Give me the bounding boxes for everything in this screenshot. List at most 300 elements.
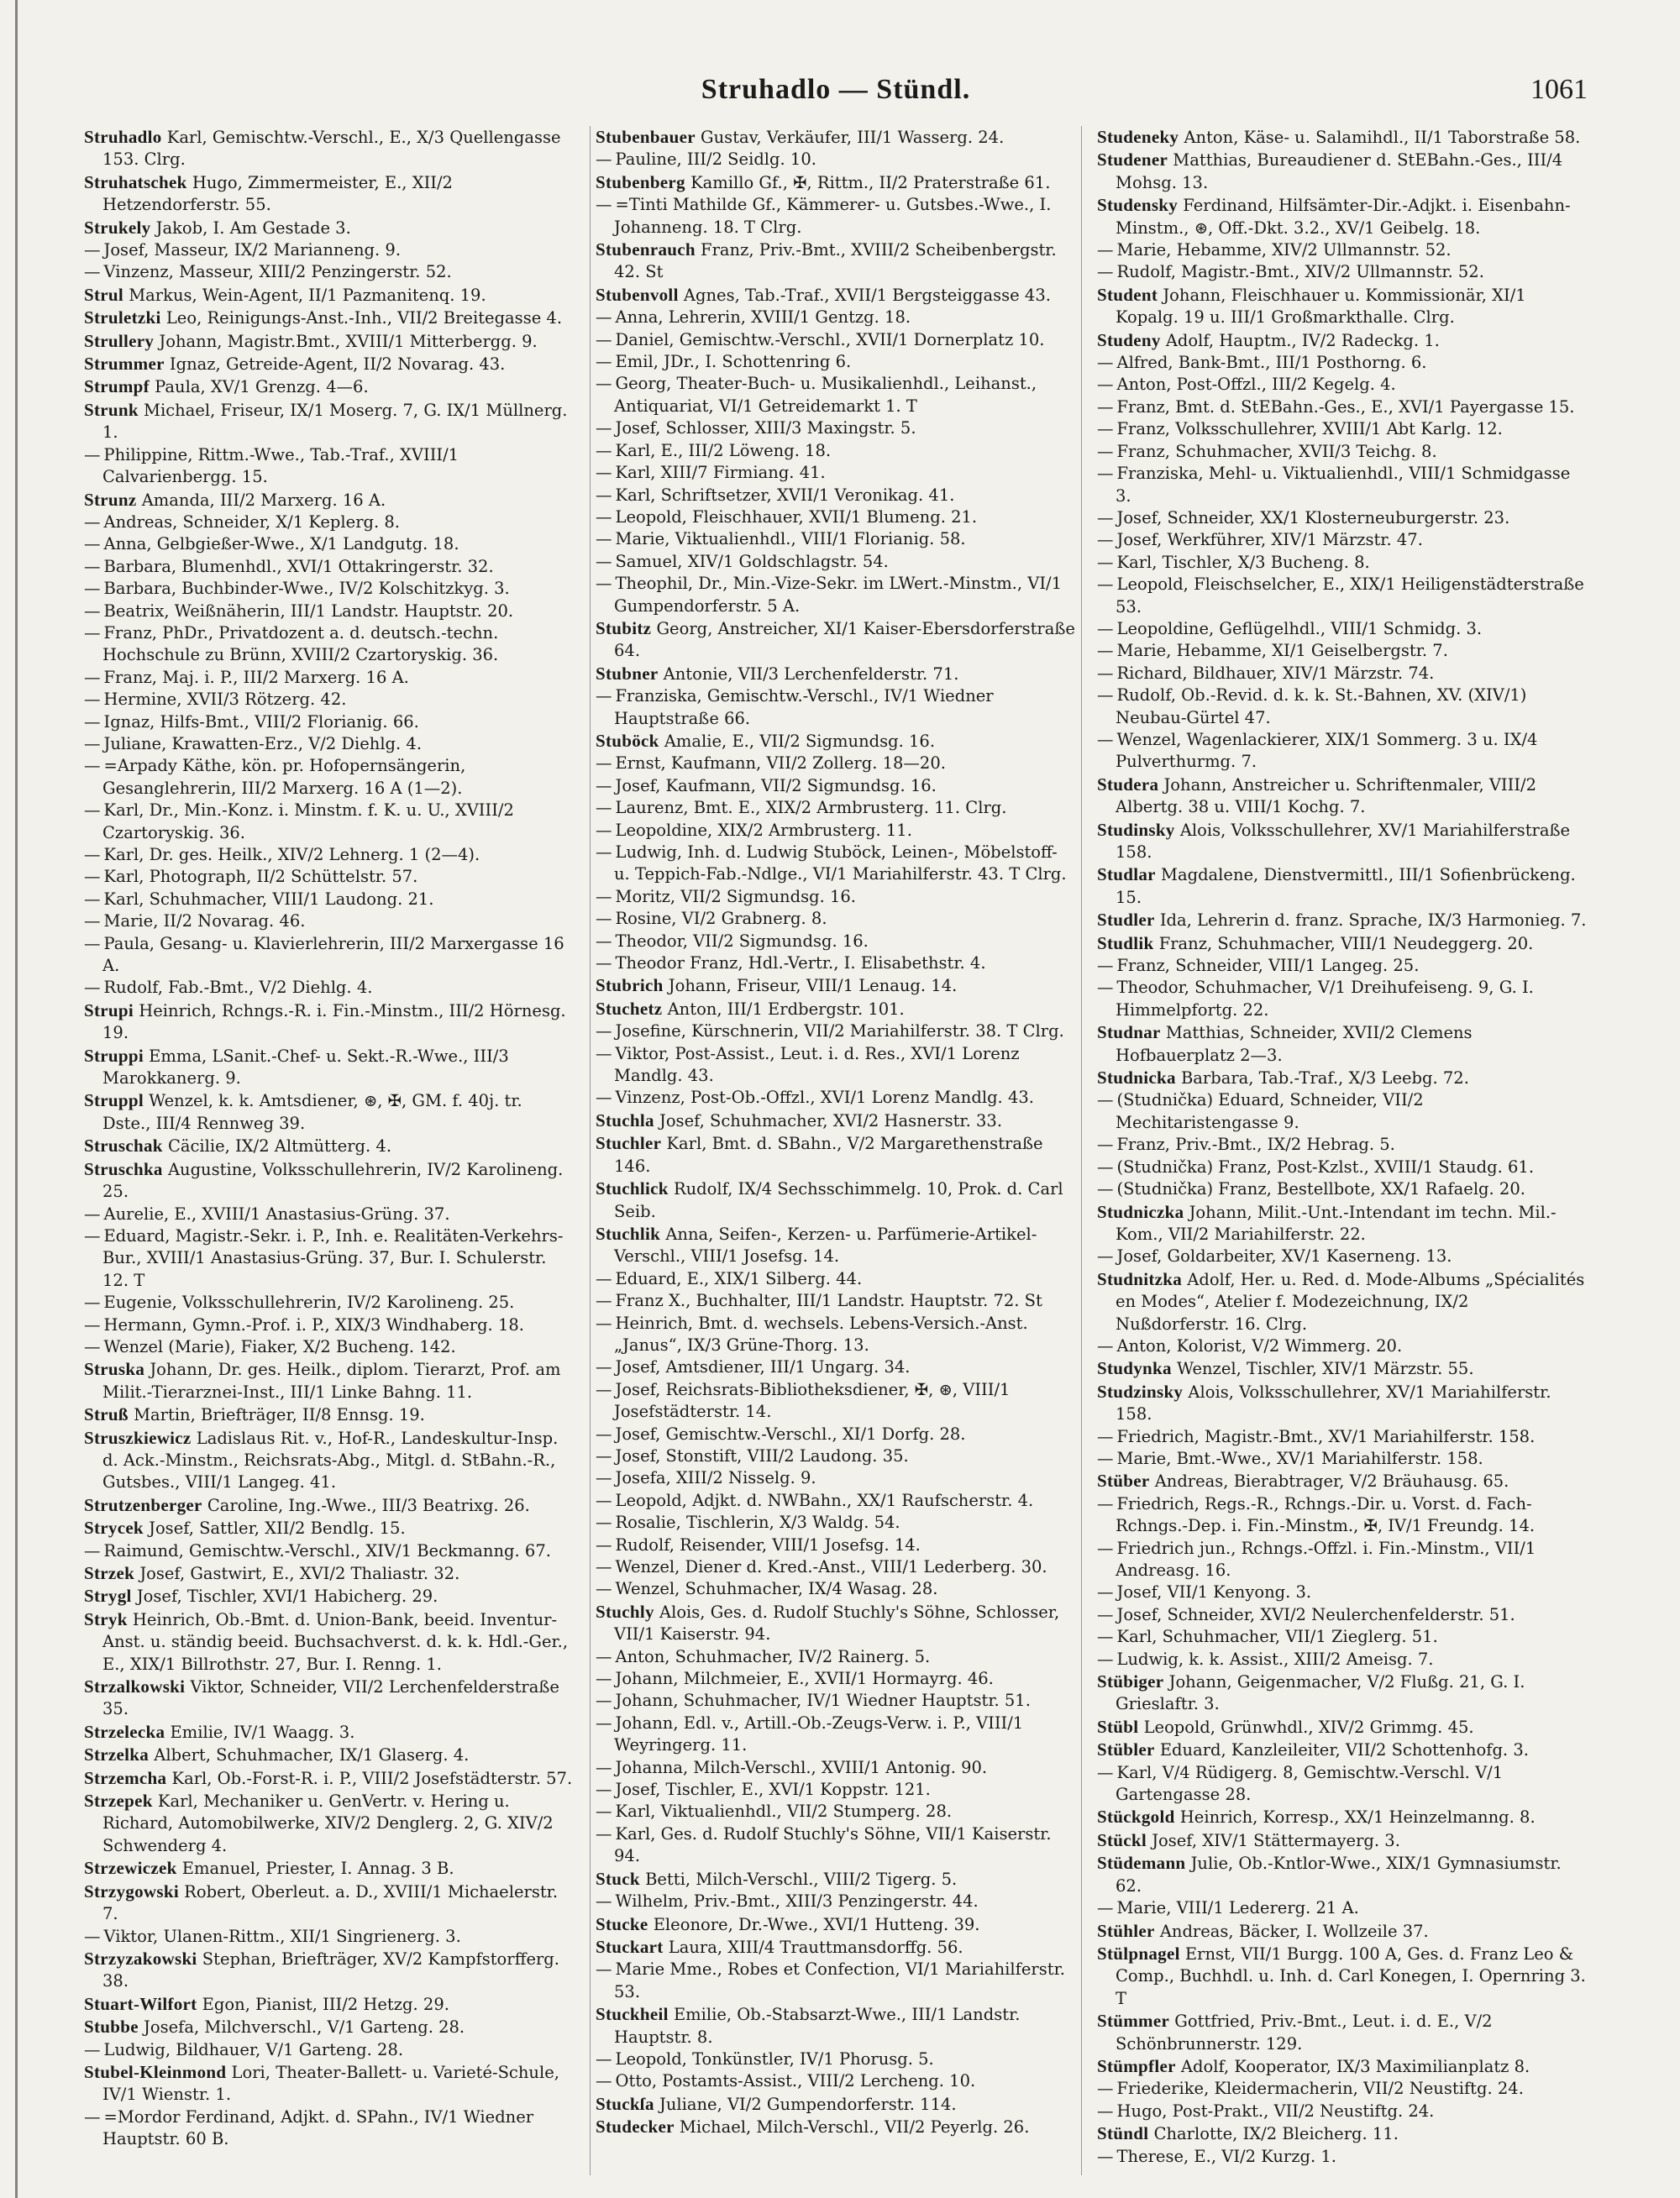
continuation-dash: —: [596, 374, 612, 394]
continuation-dash: —: [596, 1021, 612, 1041]
entry-text: Marie, Bmt.-Wwe., XV/1 Mariahilferstr. 158.: [1116, 1448, 1483, 1468]
entry-text: Markus, Wein-Agent, II/1 Pazmanitenq. 19.: [129, 285, 486, 305]
entry-text: Karl, Viktualienhdl., VII/2 Stumperg. 28.: [615, 1802, 953, 1822]
entry-text: Franz, PhDr., Privatdozent a. d. deutsch.-techn. Hochschule zu Brünn, XVIII/2 Czartoryskig. 36.: [102, 622, 499, 665]
continuation-dash: —: [596, 1379, 612, 1399]
directory-entry: [1097, 329, 1588, 352]
continuation-dash: —: [596, 1557, 612, 1576]
entry-surname: Struschak: [84, 1136, 163, 1157]
entry-text: Marie Mme., Robes et Confection, VI/1 Mariahilferstr. 53.: [614, 1959, 1065, 2001]
directory-entry: [596, 1757, 1076, 1779]
continuation-dash: —: [596, 1757, 612, 1777]
directory-entry: [84, 844, 575, 866]
continuation-dash: —: [596, 195, 612, 215]
directory-entry: [84, 1225, 575, 1292]
entry-text: Leopold, Grünwhdl., XIV/2 Grimmg. 45.: [1143, 1717, 1474, 1737]
directory-entry: [596, 842, 1076, 886]
continuation-dash: —: [596, 1534, 612, 1555]
directory-entry: [84, 1881, 575, 1926]
directory-entry: [1097, 1739, 1588, 1761]
directory-entry: [596, 307, 1076, 328]
entry-text: Johann, Edl. v., Artill.-Ob.-Zeugs-Verw. i. P., VIII/1 Weyringerg. 11.: [614, 1713, 1024, 1755]
entry-text: Wenzel, k. k. Amtsdiener, ⊛, ✠, GM. f. 40j. tr. Dste., III/4 Rennweg 39.: [102, 1091, 522, 1133]
entry-text: Emil, JDr., I. Schottenring 6.: [615, 352, 852, 372]
continuation-dash: —: [596, 1490, 612, 1510]
continuation-dash: —: [596, 1268, 612, 1288]
continuation-dash: —: [1097, 441, 1114, 461]
entry-text: Anton, III/1 Erdbergstr. 101.: [667, 999, 905, 1019]
directory-entry: [84, 889, 575, 910]
entry-surname: Strycek: [84, 1518, 144, 1539]
continuation-dash: —: [1097, 1246, 1114, 1267]
entry-surname: Stübler: [1097, 1739, 1155, 1760]
entry-text: Raimund, Gemischtw.-Verschl., XIV/1 Beckmanng. 67.: [103, 1540, 551, 1561]
directory-entry: [1097, 1671, 1588, 1716]
continuation-dash: —: [1097, 1604, 1114, 1624]
entry-text: Rudolf, Reisender, VIII/1 Josefsg. 14.: [615, 1534, 921, 1555]
directory-entry: [84, 556, 575, 578]
entry-text: Andreas, Bierabtrager, V/2 Bräuhausg. 65.: [1154, 1471, 1509, 1492]
directory-entry: [84, 1045, 575, 1090]
continuation-dash: —: [1097, 729, 1114, 749]
continuation-dash: —: [84, 711, 101, 732]
entry-surname: Studlar: [1097, 864, 1156, 885]
entry-surname: Stubenvoll: [596, 284, 679, 305]
entry-text: Anna, Seifen-, Kerzen- u. Parfümerie-Artikel-Verschl., VIII/1 Josefsg. 14.: [614, 1224, 1037, 1267]
entry-text: Karl, Schuhmacher, VII/1 Zieglerg. 51.: [1116, 1627, 1438, 1647]
entry-surname: Stuckheil: [596, 2004, 669, 2025]
directory-entry: [1097, 261, 1588, 283]
entry-text: Ignaz, Getreide-Agent, II/2 Novarag. 43.: [169, 354, 506, 375]
entry-text: Hermine, XVII/3 Rötzerg. 42.: [103, 690, 347, 710]
directory-entry: [1097, 1357, 1588, 1380]
entry-text: Franz X., Buchhalter, III/1 Landstr. Hauptstr. 72. St: [615, 1291, 1042, 1311]
continuation-dash: —: [84, 444, 101, 464]
entry-text: Franz, Volksschullehrer, XVIII/1 Abt Karlg. 12.: [1116, 419, 1503, 439]
continuation-dash: —: [1097, 1762, 1114, 1782]
continuation-dash: —: [596, 842, 612, 862]
entry-text: Charlotte, IX/2 Bleicherg. 11.: [1153, 2124, 1399, 2144]
directory-entry: [84, 977, 575, 999]
directory-entry: [84, 2106, 575, 2151]
entry-surname: Stucke: [596, 1913, 648, 1934]
directory-entry: [84, 1993, 575, 2016]
entry-surname: Stubitz: [596, 617, 652, 638]
directory-entry: [1097, 1246, 1588, 1267]
directory-entry: [1097, 552, 1588, 574]
continuation-dash: —: [84, 534, 101, 554]
continuation-dash: —: [596, 551, 612, 571]
directory-entry: [84, 307, 575, 329]
continuation-dash: —: [84, 845, 101, 864]
entry-surname: Stülpnagel: [1097, 1943, 1180, 1964]
directory-entry: [596, 1490, 1076, 1512]
entry-text: Philippine, Rittm.-Wwe., Tab.-Traf., XVIII/1 Calvarienbergg. 15.: [102, 444, 459, 487]
directory-entry: [596, 1959, 1076, 2003]
continuation-dash: —: [596, 909, 612, 929]
directory-entry: [1097, 2122, 1588, 2145]
entry-surname: Studynka: [1097, 1358, 1172, 1379]
directory-entry: [1097, 574, 1588, 618]
entry-surname: Struhadlo: [84, 127, 162, 147]
entry-text: Julie, Ob.-Kntlor-Wwe., XIX/1 Gymnasiumstr. 62.: [1116, 1854, 1562, 1896]
directory-entry: [596, 1132, 1076, 1178]
continuation-dash: —: [596, 307, 612, 328]
directory-entry: [596, 1109, 1076, 1132]
directory-entry: [84, 2039, 575, 2061]
directory-entry: [84, 1790, 575, 1857]
directory-entry: [596, 1379, 1076, 1424]
entry-surname: Strzewiczek: [84, 1858, 177, 1879]
directory-entry: [84, 933, 575, 978]
directory-entry: [84, 375, 575, 398]
directory-entry: [596, 1087, 1076, 1109]
entry-text: Karl, Dr., Min.-Konz. i. Minstm. f. K. u. U., XVIII/2 Czartoryskig. 36.: [102, 800, 514, 842]
entry-text: Eduard, Magistr.-Sekr. i. P., Inh. e. Realitäten-Verkehrs-Bur., XVIII/1 Anastasius-Grüng. 37, Bur. I. Schulerstr. 12. T: [102, 1225, 564, 1290]
entry-surname: Stuchetz: [596, 998, 663, 1019]
entry-text: Antonie, VII/3 Lerchenfelderstr. 71.: [663, 664, 959, 684]
directory-entry: [596, 1534, 1076, 1556]
entry-text: Karl, Ges. d. Rudolf Stuchly's Söhne, VII/1 Kaiserstr. 94.: [614, 1823, 1052, 1866]
directory-entry: [84, 1562, 575, 1585]
entry-surname: Strzek: [84, 1563, 135, 1583]
entry-text: Leopold, Fleischselcher, E., XIX/1 Heiligenstädterstraße 53.: [1116, 574, 1584, 616]
directory-entry: [596, 1313, 1076, 1357]
continuation-dash: —: [84, 733, 101, 753]
entry-text: Josef, Tischler, E., XVI/1 Koppstr. 121.: [615, 1780, 931, 1800]
entry-text: Barbara, Tab.-Traf., X/3 Leebg. 72.: [1180, 1068, 1469, 1089]
entry-text: Johanna, Milch-Verschl., XVIII/1 Antonig. 90.: [615, 1757, 988, 1777]
entry-text: Gottfried, Priv.-Bmt., Leut. i. d. E., V/2 Schönbrunnerstr. 129.: [1116, 2012, 1493, 2054]
entry-text: Franz, Maj. i. P., III/2 Marxerg. 16 A.: [103, 667, 409, 687]
entry-text: Emma, LSanit.-Chef- u. Sekt.-R.-Wwe., III/3 Marokkanerg. 9.: [102, 1046, 509, 1089]
directory-entry: [1097, 729, 1588, 774]
directory-entry: [596, 753, 1076, 774]
entry-text: Josef, Kaufmann, VII/2 Sigmundsg. 16.: [615, 775, 937, 795]
directory-entry: [1097, 2078, 1588, 2100]
entry-text: Wenzel, Tischler, XIV/1 Märzstr. 55.: [1177, 1359, 1474, 1379]
continuation-dash: —: [1097, 1649, 1114, 1669]
entry-text: Wenzel (Marie), Fiaker, X/2 Bucheng. 142.: [103, 1336, 456, 1356]
directory-entry: [84, 1767, 575, 1790]
directory-entry: [596, 1913, 1076, 1936]
entry-text: Viktor, Schneider, VII/2 Lerchenfelderstraße 35.: [102, 1677, 559, 1719]
directory-entry: [596, 998, 1076, 1020]
continuation-dash: —: [596, 352, 612, 372]
directory-entry: [596, 1020, 1076, 1042]
entry-text: Emilie, Ob.-Stabsarzt-Wwe., III/1 Landstr. Hauptstr. 8.: [614, 2005, 1021, 2047]
entry-text: Karl, Bmt. d. SBahn., V/2 Margarethenstraße 146.: [614, 1134, 1043, 1176]
entry-surname: Stuck: [596, 1868, 640, 1889]
entry-surname: Stuböck: [596, 730, 659, 751]
entry-text: Hugo, Zimmermeister, E., XII/2 Hetzendorferstr. 55.: [102, 172, 453, 215]
directory-entry: [1097, 1157, 1588, 1178]
directory-entry: [84, 1721, 575, 1744]
directory-entry: [1097, 463, 1588, 507]
entry-text: Rosine, VI/2 Grabnerg. 8.: [615, 909, 827, 929]
entry-text: Josef, Goldarbeiter, XV/1 Kaserneng. 13.: [1116, 1246, 1452, 1267]
entry-text: Alois, Volksschullehrer, XV/1 Mariahilferstr. 158.: [1116, 1382, 1551, 1424]
entry-text: Paula, XV/1 Grenzg. 4—6.: [155, 377, 369, 397]
entry-text: (Studnička) Eduard, Schneider, VII/2 Mechitaristengasse 9.: [1116, 1090, 1424, 1132]
continuation-dash: —: [596, 1468, 612, 1488]
entry-text: Karl, Mechaniker u. GenVertr. v. Hering u. Richard, Automobilwerke, XIV/2 Denglerg. 2, G. XIV/2 Schwenderg 4.: [102, 1791, 554, 1855]
entry-surname: Strzygowski: [84, 1881, 179, 1902]
continuation-dash: —: [1097, 353, 1114, 373]
directory-entry: [1097, 1178, 1588, 1200]
directory-entry: [84, 1158, 575, 1204]
entry-text: Andreas, Bäcker, I. Wollzeile 37.: [1159, 1921, 1429, 1941]
directory-entry: [84, 171, 575, 217]
entry-surname: Strzepek: [84, 1791, 153, 1812]
entry-text: Josef, Amtsdiener, III/1 Ungarg. 34.: [615, 1357, 911, 1377]
entry-text: Friedrich jun., Rchngs.-Offzl. i. Fin.-Minstm., VII/1 Andreasg. 16.: [1116, 1538, 1536, 1580]
entry-text: Karl, Dr. ges. Heilk., XIV/2 Lehnerg. 1 (2—4).: [103, 845, 480, 864]
directory-entry: [84, 126, 575, 171]
entry-surname: Studeneky: [1097, 127, 1179, 147]
entry-text: Heinrich, Korresp., XX/1 Heinzelmanng. 8.: [1179, 1807, 1536, 1828]
directory-entry: [84, 1358, 575, 1403]
continuation-dash: —: [596, 953, 612, 973]
directory-entry: [84, 866, 575, 888]
directory-entry: [596, 931, 1076, 952]
directory-entry: [84, 999, 575, 1045]
entry-surname: Studlik: [1097, 932, 1154, 953]
entry-text: Adolf, Kooperator, IX/3 Maximilianplatz 8.: [1180, 2056, 1530, 2076]
entry-text: Franz, Priv.-Bmt., IX/2 Hebrag. 5.: [1116, 1135, 1395, 1155]
entry-text: Marie, Hebamme, XIV/2 Ullmannstr. 52.: [1116, 240, 1452, 260]
continuation-dash: —: [84, 978, 101, 998]
entry-text: Franz, Schuhmacher, XVII/3 Teichg. 8.: [1116, 441, 1437, 461]
entry-text: Karl, Schuhmacher, VIII/1 Laudong. 21.: [103, 889, 434, 909]
continuation-dash: —: [1097, 419, 1114, 439]
continuation-dash: —: [84, 889, 101, 909]
entry-text: Betti, Milch-Verschl., VIII/2 Tigerg. 5.: [645, 1869, 958, 1889]
directory-entry: [1097, 932, 1588, 955]
directory-entry: [1097, 2101, 1588, 2122]
entry-text: Marie, Hebamme, XI/1 Geiselbergstr. 7.: [1116, 641, 1448, 661]
entry-text: Adolf, Hauptm., IV/2 Radeckg. 1.: [1165, 330, 1440, 350]
directory-entry: [84, 444, 575, 489]
entry-text: Marie, VIII/1 Ledererg. 21 A.: [1116, 1898, 1359, 1918]
entry-text: Johann, Milit.-Unt.-Intendant im techn. Mil.-Kom., VII/2 Mariahilferstr. 22.: [1116, 1202, 1557, 1244]
directory-entry: [84, 284, 575, 307]
directory-entry: [596, 1556, 1076, 1578]
entry-text: Anton, Kolorist, V/2 Wimmerg. 20.: [1116, 1335, 1403, 1356]
directory-entry: [596, 194, 1076, 239]
entry-text: Gustav, Verkäufer, III/1 Wasserg. 24.: [701, 128, 1005, 147]
entry-text: =Tinti Mathilde Gf., Kämmerer- u. Gutsbes.-Wwe., I. Johanneng. 18. T Clrg.: [614, 195, 1052, 237]
continuation-dash: —: [1097, 618, 1114, 638]
directory-entry: [1097, 1716, 1588, 1739]
directory-entry: [596, 149, 1076, 170]
continuation-dash: —: [1097, 507, 1114, 527]
entry-surname: Struletzki: [84, 307, 161, 328]
entry-text: Theophil, Dr., Min.-Vize-Sekr. im LWert.-Minstm., VI/1 Gumpendorferstr. 5 A.: [614, 574, 1063, 616]
directory-entry: [1097, 507, 1588, 529]
directory-entry: [84, 1204, 575, 1225]
entry-surname: Studensky: [1097, 195, 1179, 216]
entry-text: Anna, Lehrerin, XVIII/1 Gentzg. 18.: [615, 307, 911, 328]
entry-text: Ida, Lehrerin d. franz. Sprache, IX/3 Harmonieg. 7.: [1159, 910, 1587, 931]
entry-surname: Studera: [1097, 774, 1159, 795]
directory-entry: [84, 755, 575, 800]
directory-entry: [596, 573, 1076, 617]
entry-text: Hermann, Gymn.-Prof. i. P., XIX/3 Windhaberg. 18.: [103, 1314, 524, 1335]
continuation-dash: —: [1097, 1179, 1114, 1199]
continuation-dash: —: [596, 418, 612, 438]
entry-text: Josef, Reichsrats-Bibliotheksdiener, ✠, ⊛, VIII/1 Josefstädterstr. 14.: [614, 1379, 1011, 1422]
continuation-dash: —: [596, 686, 612, 706]
directory-entry: [596, 685, 1076, 730]
continuation-dash: —: [1097, 1426, 1114, 1446]
continuation-dash: —: [1097, 396, 1114, 417]
directory-entry: [1097, 1626, 1588, 1648]
entry-text: =Mordor Ferdinand, Adjkt. d. SPahn., IV/1 Wiedner Hauptstr. 60 B.: [102, 2106, 534, 2149]
entry-text: Franz, Priv.-Bmt., XVIII/2 Scheibenbergstr. 42. St: [614, 240, 1057, 282]
continuation-dash: —: [84, 1926, 101, 1946]
continuation-dash: —: [84, 933, 101, 953]
entry-text: Leopoldine, XIX/2 Armbrusterg. 11.: [615, 820, 912, 840]
entry-surname: Stubenbauer: [596, 127, 696, 147]
entry-surname: Stübiger: [1097, 1671, 1164, 1692]
entry-surname: Struschka: [84, 1158, 163, 1179]
entry-text: Friedrich, Magistr.-Bmt., XV/1 Mariahilferstr. 158.: [1116, 1426, 1536, 1446]
directory-entry: [84, 533, 575, 555]
continuation-dash: —: [1097, 1157, 1114, 1177]
directory-entry: [596, 1512, 1076, 1534]
directory-entry: [596, 663, 1076, 685]
continuation-dash: —: [596, 886, 612, 906]
entry-text: Theodor, Schuhmacher, V/1 Dreihufeiseng. 9, G. I. Himmelpfortg. 22.: [1116, 978, 1534, 1020]
continuation-dash: —: [1097, 1335, 1114, 1356]
directory-entry: [596, 1268, 1076, 1290]
directory-entry: [1097, 126, 1588, 149]
directory-entry: [1097, 1943, 1588, 2010]
entry-surname: Strzalkowski: [84, 1676, 186, 1697]
entry-text: Eduard, E., XIX/1 Silberg. 44.: [615, 1268, 863, 1288]
continuation-dash: —: [596, 1646, 612, 1666]
continuation-dash: —: [596, 440, 612, 460]
continuation-dash: —: [596, 506, 612, 527]
continuation-dash: —: [84, 2106, 101, 2127]
directory-entry: [1097, 1268, 1588, 1335]
directory-entry: [1097, 1089, 1588, 1134]
continuation-dash: —: [84, 622, 101, 643]
entry-text: Anton, Käse- u. Salamihdl., II/1 Taborstraße 58.: [1184, 128, 1581, 147]
continuation-dash: —: [84, 756, 101, 776]
directory-entry: [1097, 1538, 1588, 1582]
continuation-dash: —: [1097, 2079, 1114, 2099]
directory-entry: [1097, 1920, 1588, 1943]
directory-entry: [596, 952, 1076, 974]
column-middle: [590, 126, 1082, 2175]
directory-entry: [596, 1223, 1076, 1268]
entry-surname: Struszkiewicz: [84, 1427, 192, 1448]
directory-entry: [84, 689, 575, 711]
continuation-dash: —: [1097, 1135, 1114, 1155]
continuation-dash: —: [596, 753, 612, 774]
directory-columns: [84, 126, 1588, 2175]
entry-text: Samuel, XIV/1 Goldschlagstr. 54.: [615, 551, 889, 571]
directory-entry: [84, 711, 575, 733]
directory-entry: [596, 974, 1076, 997]
directory-entry: [1097, 1470, 1588, 1492]
continuation-dash: —: [84, 1540, 101, 1561]
entry-text: Viktor, Post-Assist., Leut. i. d. Res., XVI/1 Lorenz Mandlg. 43.: [614, 1043, 1020, 1086]
continuation-dash: —: [596, 1891, 612, 1912]
entry-text: Michael, Friseur, IX/1 Moserg. 7, G. IX/1 Müllnerg. 1.: [102, 400, 568, 443]
continuation-dash: —: [84, 690, 101, 710]
directory-entry: [1097, 2010, 1588, 2055]
directory-entry: [596, 1779, 1076, 1801]
directory-entry: [84, 733, 575, 755]
directory-entry: [1097, 819, 1588, 864]
entry-text: Lori, Theater-Ballett- u. Varieté-Schule, IV/1 Wienstr. 1.: [102, 2062, 559, 2105]
entry-text: Matthias, Bureaudiener d. StEBahn.-Ges., III/4 Mohsg. 13.: [1116, 150, 1563, 192]
entry-text: Michael, Milch-Verschl., VII/2 Peyerlg. 26.: [679, 2117, 1030, 2138]
continuation-dash: —: [596, 1959, 612, 1980]
directory-entry: [84, 1585, 575, 1608]
directory-entry: [596, 462, 1076, 484]
continuation-dash: —: [596, 1424, 612, 1444]
directory-entry: [596, 2070, 1076, 2092]
entry-text: Ernst, Kaufmann, VII/2 Zollerg. 18—20.: [615, 753, 946, 774]
continuation-dash: —: [596, 463, 612, 483]
entry-text: Karl, V/4 Rüdigerg. 8, Gemischtw.-Verschl. V/1 Gartengasse 28.: [1116, 1762, 1504, 1805]
continuation-dash: —: [596, 1513, 612, 1533]
directory-entry: [1097, 352, 1588, 374]
continuation-dash: —: [1097, 1493, 1114, 1513]
directory-entry: [1097, 529, 1588, 551]
entry-surname: Stubbe: [84, 2017, 139, 2038]
entry-text: Ludwig, Bildhauer, V/1 Garteng. 28.: [103, 2039, 404, 2059]
entry-text: Richard, Bildhauer, XIV/1 Märzstr. 74.: [1116, 663, 1435, 683]
continuation-dash: —: [84, 1336, 101, 1356]
entry-surname: Stümpfler: [1097, 2055, 1176, 2076]
entry-surname: Studzinsky: [1097, 1381, 1184, 1402]
entry-text: Amalie, E., VII/2 Sigmundsg. 16.: [664, 731, 936, 751]
continuation-dash: —: [596, 1357, 612, 1377]
entry-text: Moritz, VII/2 Sigmundsg. 16.: [615, 886, 857, 906]
entry-text: Ladislaus Rit. v., Hof-R., Landeskultur-Insp. d. Ack.-Minstm., Reichsrats-Abg., Mitgl. d. StBahn.-R., Gutsbes., VIII/1 Langeg. 41.: [102, 1428, 559, 1492]
directory-entry: [84, 1089, 575, 1135]
entry-surname: Stubenberg: [596, 171, 685, 192]
entry-surname: Strzelka: [84, 1744, 150, 1765]
entry-surname: Strunk: [84, 399, 139, 420]
entry-text: Leopoldine, Geflügelhdl., VIII/1 Schmidg. 3.: [1116, 618, 1483, 638]
directory-entry: [84, 353, 575, 375]
entry-text: Johann, Magistr.Bmt., XVIII/1 Mitterbergg. 9.: [159, 331, 538, 351]
directory-entry: [1097, 1806, 1588, 1828]
entry-surname: Strutzenberger: [84, 1494, 202, 1515]
continuation-dash: —: [84, 601, 101, 621]
continuation-dash: —: [596, 1445, 612, 1466]
entry-text: Johann, Anstreicher u. Schriftenmaler, VIII/2 Albertg. 38 u. VIII/1 Kochg. 7.: [1116, 774, 1537, 817]
entry-text: Alois, Volksschullehrer, XV/1 Mariahilferstraße 158.: [1116, 820, 1571, 862]
directory-entry: [1097, 1493, 1588, 1538]
continuation-dash: —: [1097, 641, 1114, 661]
entry-text: Paula, Gesang- u. Klavierlehrerin, III/2 Marxergasse 16 A.: [102, 933, 564, 976]
entry-surname: Stückl: [1097, 1829, 1147, 1850]
directory-entry: [596, 329, 1076, 351]
entry-surname: Student: [1097, 284, 1158, 305]
directory-entry: [84, 399, 575, 444]
directory-entry: [596, 417, 1076, 439]
entry-surname: Studnar: [1097, 1022, 1161, 1043]
entry-text: Leopold, Adjkt. d. NWBahn., XX/1 Raufscherstr. 4.: [615, 1490, 1034, 1510]
continuation-dash: —: [1097, 530, 1114, 550]
